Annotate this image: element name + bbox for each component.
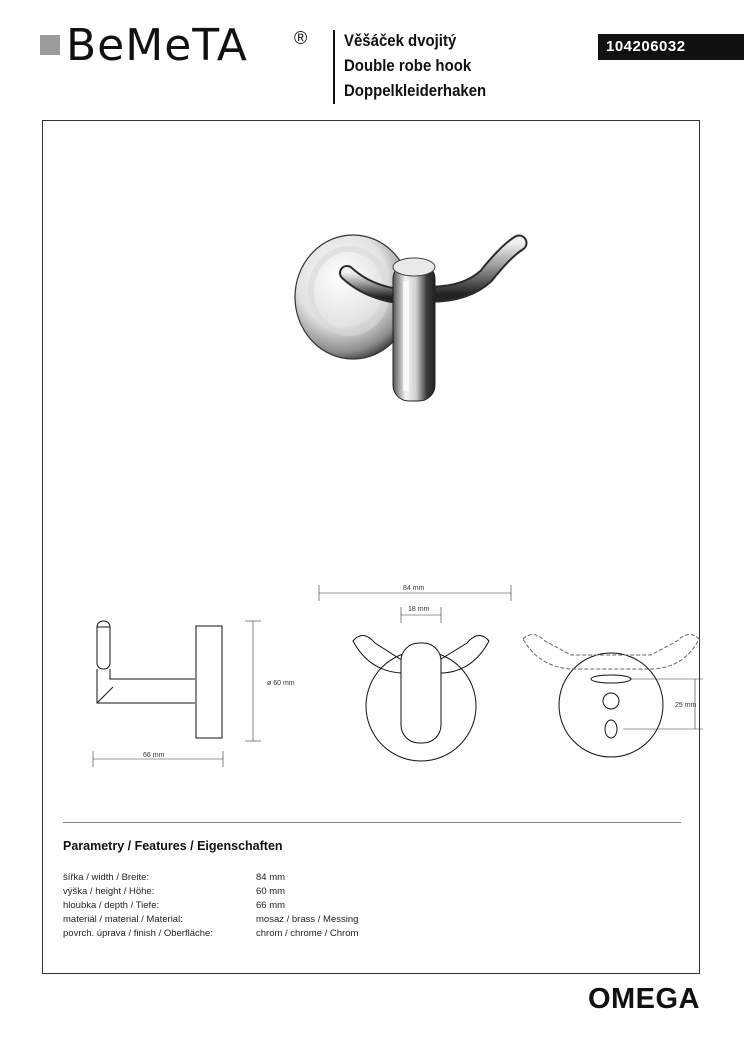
- brand-name: BeMeTA: [66, 20, 248, 71]
- spec-row: [63, 913, 483, 927]
- product-code-badge: 104206032: [598, 34, 744, 60]
- spec-row: [63, 885, 483, 899]
- dim-hole-label: 25 mm: [675, 702, 697, 709]
- product-sheet-frame: [42, 120, 700, 974]
- spec-row: [63, 927, 483, 941]
- title-english: Double robe hook: [344, 56, 472, 75]
- spec-label: povrch. úprava / finish / Oberfläche:: [63, 928, 213, 939]
- title-german: Doppelkleiderhaken: [344, 81, 487, 100]
- dim-width-label: 84 mm: [403, 585, 425, 592]
- spec-label: šířka / width / Breite:: [63, 872, 150, 883]
- spec-row: [63, 899, 483, 913]
- product-photo: [291, 221, 549, 421]
- dim-depth-label: 66 mm: [143, 752, 165, 759]
- section-divider: [63, 822, 681, 823]
- spec-label: výška / height / Höhe:: [63, 886, 155, 897]
- spec-value: 60 mm: [256, 886, 286, 897]
- title-divider: [333, 30, 335, 104]
- registered-mark: ®: [294, 28, 308, 48]
- spec-label: hloubka / depth / Tiefe:: [63, 900, 160, 911]
- spec-value: chrom / chrome / Chrom: [256, 928, 359, 939]
- spec-row: [63, 871, 483, 885]
- spec-value: mosaz / brass / Messing: [256, 914, 359, 925]
- spec-value: 84 mm: [256, 872, 286, 883]
- brand-square-mark: [40, 35, 60, 55]
- spec-table: [63, 871, 483, 941]
- features-heading: Parametry / Features / Eigenschaften: [63, 839, 283, 853]
- title-czech: Věšáček dvojitý: [344, 31, 457, 50]
- dim-diameter-label: ø 60 mm: [267, 680, 295, 687]
- dim-inner-label: 18 mm: [408, 606, 430, 613]
- product-titles: [344, 28, 506, 103]
- spec-value: 66 mm: [256, 900, 286, 911]
- technical-drawings: [83, 581, 723, 771]
- brand-logo: [40, 20, 320, 78]
- spec-label: materiál / material / Material:: [63, 914, 183, 925]
- series-name: OMEGA: [587, 983, 700, 1015]
